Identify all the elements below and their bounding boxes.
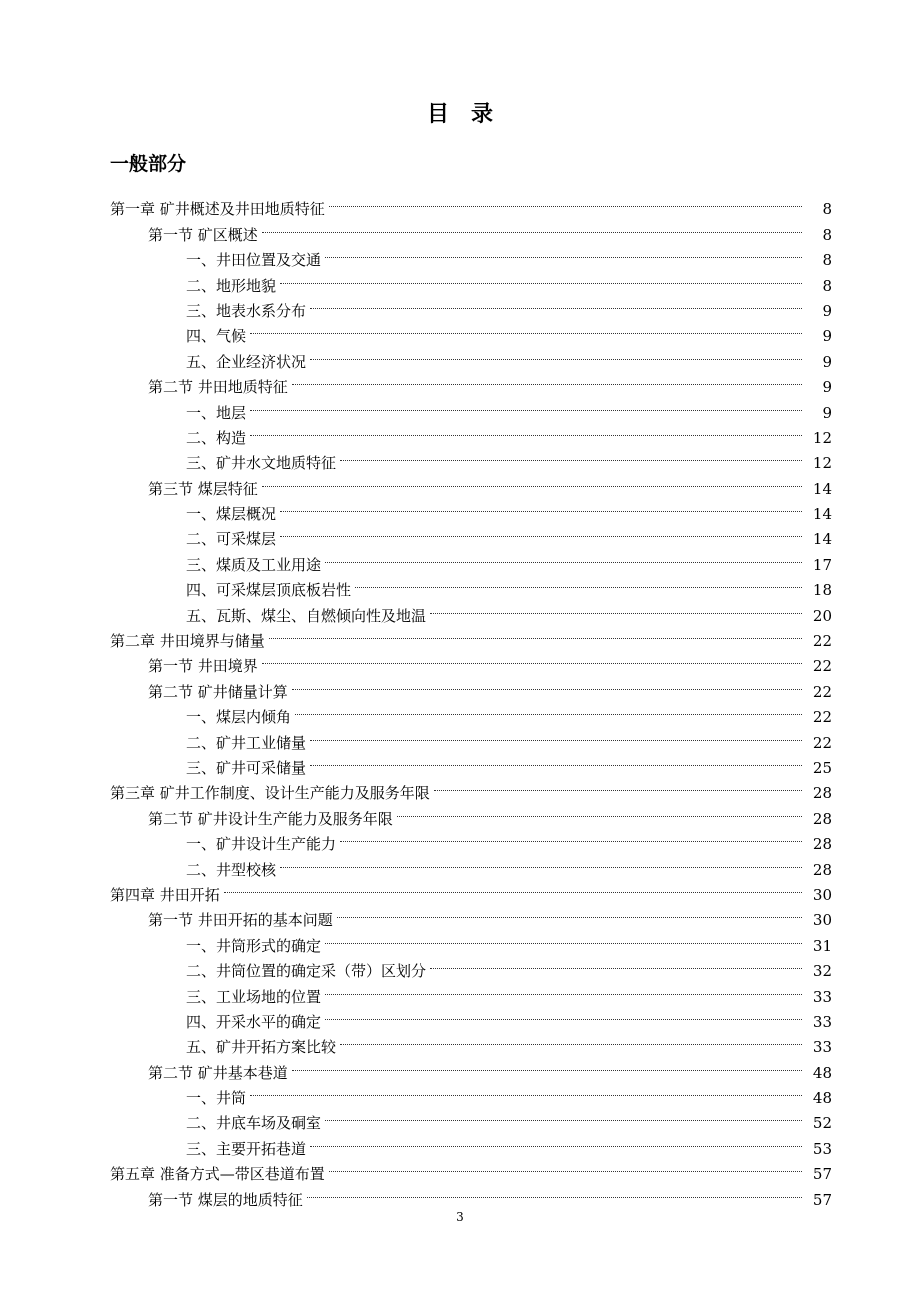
toc-entry-label: 一、井筒 — [186, 1086, 250, 1111]
toc-entry-label: 一、井田位置及交通 — [186, 248, 325, 273]
toc-entry[interactable] — [186, 291, 920, 320]
dot-leader — [430, 595, 802, 620]
toc-entry-page-number: 28 — [802, 832, 832, 857]
dot-leader — [310, 341, 802, 366]
toc-entry-label: 二、井筒位置的确定采（带）区划分 — [186, 959, 430, 984]
dot-leader — [397, 798, 802, 823]
toc-entry[interactable] — [148, 214, 920, 244]
toc-entry-label: 第二节 矿井基本巷道 — [148, 1061, 292, 1086]
dot-leader — [262, 468, 802, 493]
dot-leader — [280, 519, 802, 544]
toc-entry[interactable] — [186, 951, 920, 981]
dot-leader — [325, 544, 802, 569]
toc-entry-label: 二、地形地貌 — [186, 274, 280, 299]
toc-entry[interactable] — [186, 697, 920, 727]
toc-entry-label: 第二节 井田地质特征 — [148, 375, 292, 400]
dot-leader — [430, 951, 802, 976]
toc-entry[interactable] — [148, 671, 920, 701]
toc-entry-label: 四、开采水平的确定 — [186, 1010, 325, 1035]
toc-entry-page-number: 14 — [802, 502, 832, 527]
toc-entry-page-number: 22 — [802, 654, 832, 679]
toc-entry-label: 第一章 矿井概述及井田地质特征 — [110, 197, 329, 222]
toc-entry-label: 第一节 井田开拓的基本问题 — [148, 908, 337, 933]
dot-leader — [250, 1078, 802, 1103]
toc-entry[interactable] — [110, 773, 920, 803]
toc-entry-label: 二、矿井工业储量 — [186, 731, 310, 756]
toc-entry-page-number: 31 — [802, 934, 832, 959]
toc-entry-page-number: 14 — [802, 527, 832, 552]
toc-entry[interactable] — [186, 341, 920, 371]
toc-entry[interactable] — [186, 748, 920, 777]
dot-leader — [292, 367, 802, 392]
toc-entry[interactable] — [148, 468, 920, 498]
dot-leader — [307, 1179, 802, 1204]
toc-entry-label: 第四章 井田开拓 — [110, 883, 224, 908]
dot-leader — [340, 824, 802, 849]
dot-leader — [295, 697, 802, 722]
toc-entry-page-number: 8 — [802, 197, 832, 222]
toc-entry[interactable] — [186, 849, 920, 879]
toc-entry-page-number: 33 — [802, 1035, 832, 1060]
toc-entry[interactable] — [186, 925, 920, 955]
toc-entry-page-number: 20 — [802, 604, 832, 629]
dot-leader — [262, 214, 802, 239]
toc-entry-page-number: 33 — [802, 985, 832, 1010]
toc-entry[interactable] — [186, 1078, 920, 1108]
toc-entry-label: 一、矿井设计生产能力 — [186, 832, 340, 857]
toc-entry-page-number: 28 — [802, 807, 832, 832]
toc-entry-page-number: 30 — [802, 883, 832, 908]
toc-entry-page-number: 12 — [802, 451, 832, 476]
toc-entry-label: 三、工业场地的位置 — [186, 985, 325, 1010]
toc-entry[interactable] — [148, 1052, 920, 1082]
table-of-contents — [0, 189, 920, 1209]
dot-leader — [292, 671, 802, 696]
dot-leader — [340, 1027, 802, 1052]
dot-leader — [250, 392, 802, 417]
toc-entry-page-number: 33 — [802, 1010, 832, 1035]
dot-leader — [329, 189, 802, 214]
toc-entry[interactable] — [186, 392, 920, 422]
toc-entry[interactable] — [110, 621, 920, 651]
toc-entry-page-number: 25 — [802, 756, 832, 781]
toc-entry[interactable] — [186, 1002, 920, 1031]
toc-entry-page-number: 8 — [802, 274, 832, 299]
dot-leader — [325, 925, 802, 950]
toc-entry-label: 五、瓦斯、煤尘、自燃倾向性及地温 — [186, 604, 430, 629]
toc-entry[interactable] — [148, 798, 920, 828]
dot-leader — [280, 494, 802, 519]
toc-entry-page-number: 8 — [802, 223, 832, 248]
toc-entry[interactable] — [186, 265, 920, 295]
dot-leader — [340, 443, 802, 468]
toc-entry-page-number: 9 — [802, 299, 832, 324]
toc-entry-label: 第三章 矿井工作制度、设计生产能力及服务年限 — [110, 781, 434, 806]
toc-entry-label: 第二章 井田境界与储量 — [110, 629, 269, 654]
dot-leader — [337, 900, 802, 925]
toc-entry-page-number: 14 — [802, 477, 832, 502]
toc-entry-label: 二、井型校核 — [186, 858, 280, 883]
section-heading: 一般部分 — [110, 153, 187, 175]
dot-leader — [325, 240, 802, 265]
toc-entry-page-number: 12 — [802, 426, 832, 451]
toc-entry-label: 四、气候 — [186, 324, 250, 349]
toc-entry-page-number: 9 — [802, 324, 832, 349]
dot-leader — [310, 748, 802, 773]
toc-entry-page-number: 57 — [802, 1162, 832, 1187]
toc-entry[interactable] — [186, 824, 920, 854]
toc-entry-page-number: 28 — [802, 781, 832, 806]
toc-entry-label: 第一节 煤层的地质特征 — [148, 1188, 307, 1213]
toc-entry-label: 二、构造 — [186, 426, 250, 451]
toc-entry[interactable] — [186, 1027, 920, 1057]
toc-entry-label: 三、矿井可采储量 — [186, 756, 310, 781]
toc-entry-label: 三、煤质及工业用途 — [186, 553, 325, 578]
toc-entry[interactable] — [186, 494, 920, 524]
toc-entry-page-number: 32 — [802, 959, 832, 984]
toc-entry-page-number: 9 — [802, 401, 832, 426]
toc-entry-page-number: 9 — [802, 375, 832, 400]
toc-entry[interactable] — [148, 646, 920, 676]
toc-entry-label: 四、可采煤层顶底板岩性 — [186, 578, 355, 603]
toc-entry-page-number: 9 — [802, 350, 832, 375]
toc-entry[interactable] — [186, 316, 920, 346]
toc-entry-label: 五、矿井开拓方案比较 — [186, 1035, 340, 1060]
toc-entry-page-number: 28 — [802, 858, 832, 883]
toc-entry-label: 第五章 准备方式—带区巷道布置 — [110, 1162, 329, 1187]
dot-leader — [262, 646, 802, 671]
dot-leader — [224, 875, 802, 900]
toc-entry-page-number: 22 — [802, 705, 832, 730]
toc-entry[interactable] — [186, 544, 920, 574]
toc-entry[interactable] — [186, 595, 920, 625]
toc-entry-page-number: 17 — [802, 553, 832, 578]
toc-entry-page-number: 48 — [802, 1086, 832, 1111]
toc-entry-label: 第一节 井田境界 — [148, 654, 262, 679]
toc-entry[interactable] — [186, 240, 920, 270]
toc-entry-page-number: 22 — [802, 680, 832, 705]
toc-entry-page-number: 52 — [802, 1111, 832, 1136]
page-number-footer: 3 — [456, 1210, 464, 1224]
toc-entry-label: 三、主要开拓巷道 — [186, 1137, 310, 1162]
toc-entry-page-number: 8 — [802, 248, 832, 273]
toc-entry[interactable] — [148, 1179, 920, 1209]
toc-entry-page-number: 22 — [802, 629, 832, 654]
toc-entry[interactable] — [110, 875, 920, 904]
toc-entry-page-number: 48 — [802, 1061, 832, 1086]
toc-entry-page-number: 30 — [802, 908, 832, 933]
dot-leader — [310, 291, 802, 316]
toc-entry[interactable] — [186, 519, 920, 549]
toc-entry-label: 第一节 矿区概述 — [148, 223, 262, 248]
dot-leader — [292, 1052, 802, 1077]
toc-entry[interactable] — [186, 722, 920, 752]
toc-entry-label: 第二节 矿井储量计算 — [148, 680, 292, 705]
dot-leader — [434, 773, 802, 798]
dot-leader — [325, 1103, 802, 1128]
toc-entry[interactable] — [186, 570, 920, 600]
toc-entry[interactable] — [186, 976, 920, 1006]
page-title: 目 录 — [426, 101, 493, 127]
toc-entry-label: 二、井底车场及硐室 — [186, 1111, 325, 1136]
dot-leader — [250, 316, 802, 341]
toc-entry-label: 一、煤层概况 — [186, 502, 280, 527]
dot-leader — [325, 976, 802, 1001]
toc-entry[interactable] — [148, 900, 920, 930]
toc-entry[interactable] — [186, 1103, 920, 1133]
toc-entry-page-number: 22 — [802, 731, 832, 756]
toc-entry-label: 第三节 煤层特征 — [148, 477, 262, 502]
dot-leader — [329, 1154, 802, 1179]
dot-leader — [280, 849, 802, 874]
toc-entry[interactable] — [186, 418, 920, 447]
toc-entry-label: 第二节 矿井设计生产能力及服务年限 — [148, 807, 397, 832]
toc-entry-page-number: 53 — [802, 1137, 832, 1162]
dot-leader — [269, 621, 802, 646]
toc-entry-label: 五、企业经济状况 — [186, 350, 310, 375]
toc-entry-label: 二、可采煤层 — [186, 527, 280, 552]
dot-leader — [355, 570, 802, 595]
toc-entry-label: 三、地表水系分布 — [186, 299, 310, 324]
toc-entry-label: 三、矿井水文地质特征 — [186, 451, 340, 476]
toc-entry[interactable] — [110, 189, 920, 219]
toc-entry[interactable] — [110, 1154, 920, 1184]
toc-entry[interactable] — [186, 1128, 920, 1158]
toc-entry[interactable] — [148, 367, 920, 397]
dot-leader — [310, 722, 802, 747]
toc-entry-page-number: 18 — [802, 578, 832, 603]
dot-leader — [280, 265, 802, 290]
toc-entry-label: 一、煤层内倾角 — [186, 705, 295, 730]
dot-leader — [325, 1002, 802, 1027]
dot-leader — [250, 418, 802, 443]
toc-entry-label: 一、地层 — [186, 401, 250, 426]
toc-entry-label: 一、井筒形式的确定 — [186, 934, 325, 959]
dot-leader — [310, 1128, 802, 1153]
toc-entry[interactable] — [186, 443, 920, 473]
toc-entry-page-number: 57 — [802, 1188, 832, 1213]
